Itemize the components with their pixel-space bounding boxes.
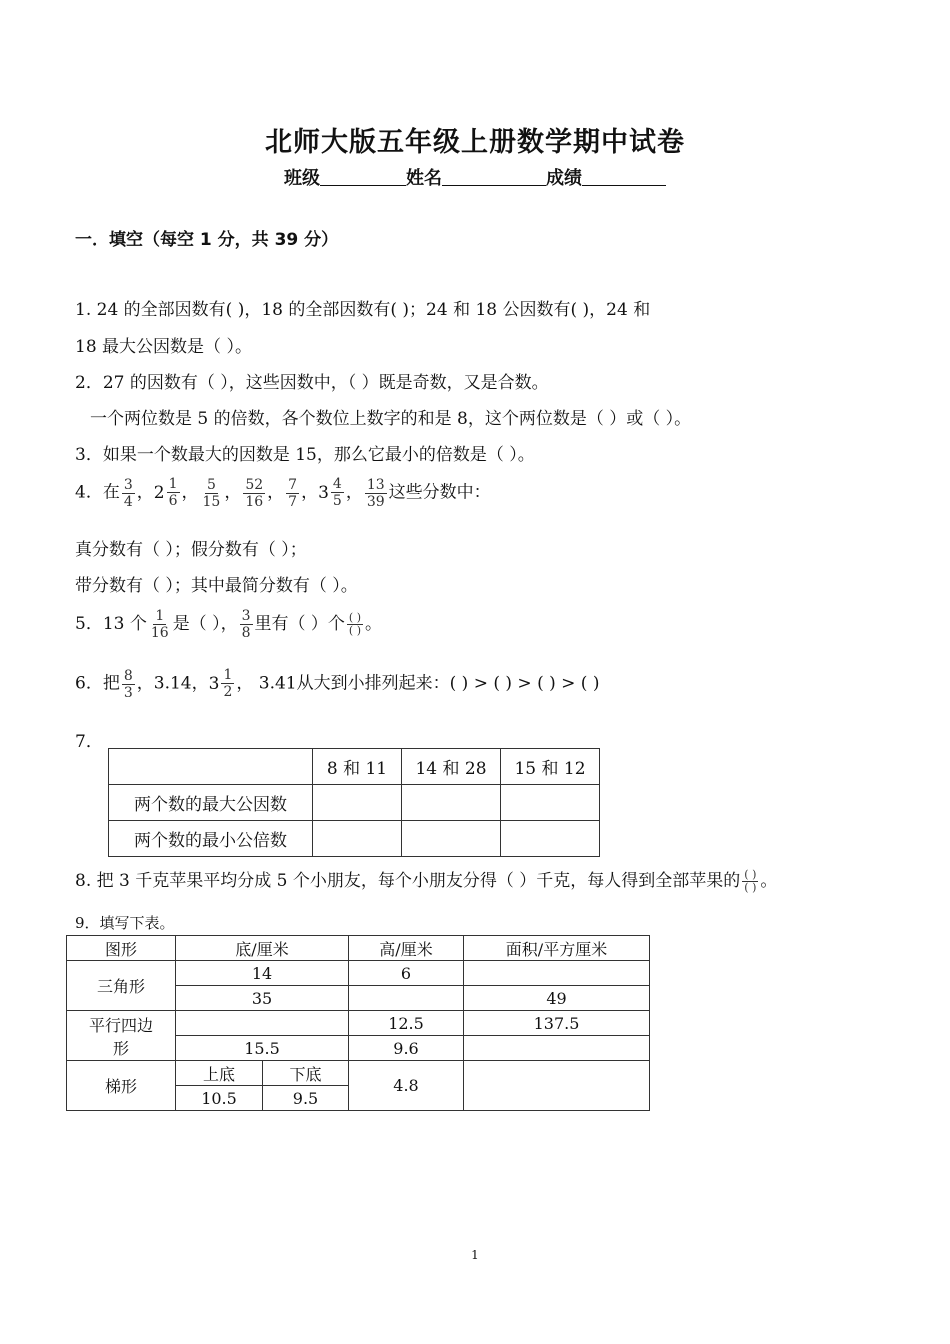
fraction-1-16: $\frac{1}{16}$ xyxy=(150,608,169,641)
answer-cell[interactable] xyxy=(501,785,600,821)
mixed-3-1-2: 3 $\frac{1}{2}$ xyxy=(208,667,233,700)
shape-name-triangle: 三角形 xyxy=(67,961,176,1011)
table-cell: 15.5 xyxy=(176,1036,349,1061)
name-label: 姓名 xyxy=(406,168,442,189)
table-cell: 两个数的最大公因数 xyxy=(109,785,313,821)
question-7-label: 7． xyxy=(75,732,103,752)
student-info-line xyxy=(0,164,950,190)
table-row xyxy=(67,936,650,961)
question-9-label: 9．填写下表。 xyxy=(75,914,175,932)
q4-suffix: 这些分数中： xyxy=(388,482,491,503)
table-cell: 15 和 12 xyxy=(501,749,600,785)
table-cell: 9.6 xyxy=(349,1036,464,1061)
table-cell: 8 和 11 xyxy=(313,749,402,785)
name-blank[interactable] xyxy=(442,167,546,186)
q5-text-a: 5．13 个 xyxy=(75,614,147,634)
q6-text-d: 从大到小排列起来：( ) > ( ) > ( ) > ( ) xyxy=(296,673,600,694)
score-label: 成绩 xyxy=(546,168,582,189)
question-4-line1 xyxy=(75,476,491,510)
blank-fraction[interactable]: $\frac{( )}{( )}$ xyxy=(348,611,362,637)
question-6 xyxy=(75,667,599,701)
answer-cell[interactable] xyxy=(464,1061,650,1111)
table-cell: 上底 xyxy=(176,1061,263,1086)
question-1-line2: 18 最大公因数是（ ）。 xyxy=(75,337,252,357)
q4-prefix: 4．在 xyxy=(75,482,120,503)
q6-text-a: 6．把 xyxy=(75,673,120,694)
separator: ， xyxy=(136,482,154,503)
page-number: 1 xyxy=(471,1248,479,1262)
q7-table xyxy=(108,748,600,857)
fraction-3-8: $\frac{3}{8}$ xyxy=(241,608,251,641)
separator: ， xyxy=(301,482,319,503)
fraction-7-7: $\frac{7}{7}$ xyxy=(288,476,298,510)
table-cell: 6 xyxy=(349,961,464,986)
class-blank[interactable] xyxy=(320,167,406,186)
q6-text-b: ，3.14， xyxy=(136,673,209,694)
q5-text-c: 里有（ ）个 xyxy=(254,614,345,634)
table-row xyxy=(109,785,600,821)
table-cell: 图形 xyxy=(67,936,176,961)
question-2-line2: 一个两位数是 5 的倍数，各个数位上数字的和是 8，这个两位数是（ ）或（ ）。 xyxy=(90,409,692,429)
q5-end: 。 xyxy=(365,614,383,634)
separator: ， xyxy=(181,482,199,503)
answer-cell[interactable] xyxy=(402,821,501,857)
question-8 xyxy=(75,866,777,894)
section-heading: 一．填空（每空 1 分，共 39 分） xyxy=(75,230,339,250)
q6-text-c: ， 3.41 xyxy=(236,673,297,694)
answer-cell[interactable] xyxy=(464,1036,650,1061)
separator: ， xyxy=(224,482,242,503)
fraction-3-4: $\frac{3}{4}$ xyxy=(123,476,133,510)
fraction-5-15: $\frac{5}{15}$ xyxy=(202,476,221,510)
table-cell: 底/厘米 xyxy=(176,936,349,961)
table-cell: 下底 xyxy=(263,1061,349,1086)
q8-end: 。 xyxy=(760,871,778,891)
table-cell: 12.5 xyxy=(349,1011,464,1036)
question-3: 3．如果一个数最大的因数是 15，那么它最小的倍数是（ ）。 xyxy=(75,445,535,465)
answer-cell[interactable] xyxy=(501,821,600,857)
separator: ， xyxy=(267,482,285,503)
class-label: 班级 xyxy=(284,168,320,189)
table-cell: 面积/平方厘米 xyxy=(464,936,650,961)
score-blank[interactable] xyxy=(582,167,666,186)
question-2-line1: 2．27 的因数有（ ），这些因数中，（ ）既是奇数，又是合数。 xyxy=(75,373,549,393)
answer-cell[interactable] xyxy=(176,1011,349,1036)
answer-cell[interactable] xyxy=(313,821,402,857)
table-cell: 35 xyxy=(176,986,349,1011)
answer-cell[interactable] xyxy=(402,785,501,821)
shape-name-parallelogram: 平行四边 形 xyxy=(67,1011,176,1061)
table-cell: 14 xyxy=(176,961,349,986)
table-cell: 两个数的最小公倍数 xyxy=(109,821,313,857)
question-4-line2: 真分数有（ ）；假分数有（ ）； xyxy=(75,540,307,560)
answer-cell[interactable] xyxy=(464,961,650,986)
q5-text-b: 是（ ）， xyxy=(172,614,238,634)
table-cell: 9.5 xyxy=(263,1086,349,1111)
table-cell: 4.8 xyxy=(349,1061,464,1111)
table-row xyxy=(67,1061,650,1086)
q9-table xyxy=(66,935,650,1111)
shape-name-trapezoid: 梯形 xyxy=(67,1061,176,1111)
separator: ， xyxy=(345,482,363,503)
question-4-line3: 带分数有（ ）；其中最简分数有（ ）。 xyxy=(75,576,358,596)
blank-fraction[interactable]: $\frac{( )}{( )}$ xyxy=(744,868,757,894)
answer-cell[interactable] xyxy=(349,986,464,1011)
table-cell: 14 和 28 xyxy=(402,749,501,785)
table-row xyxy=(67,1011,650,1036)
question-1-line1: 1. 24 的全部因数有( )，18 的全部因数有( )；24 和 18 公因数有( )，24 和 xyxy=(75,300,651,320)
table-cell: 137.5 xyxy=(464,1011,650,1036)
fraction-52-16: $\frac{52}{16}$ xyxy=(245,476,264,510)
table-cell: 10.5 xyxy=(176,1086,263,1111)
page-title: 北师大版五年级上册数学期中试卷 xyxy=(265,127,685,158)
fraction-13-39: $\frac{13}{39}$ xyxy=(366,476,385,510)
table-row xyxy=(109,749,600,785)
mixed-3-4-5: 3 $\frac{4}{5}$ xyxy=(318,476,342,509)
table-cell xyxy=(109,749,313,785)
table-cell: 高/厘米 xyxy=(349,936,464,961)
fraction-8-3: $\frac{8}{3}$ xyxy=(123,667,133,701)
q8-text: 8. 把 3 千克苹果平均分成 5 个小朋友，每个小朋友分得（ ）千克，每人得到全部苹果的 xyxy=(75,871,741,891)
question-5 xyxy=(75,608,382,641)
answer-cell[interactable] xyxy=(313,785,402,821)
mixed-2-1-6: 2 $\frac{1}{6}$ xyxy=(153,476,178,509)
table-cell: 49 xyxy=(464,986,650,1011)
table-row xyxy=(109,821,600,857)
table-row xyxy=(67,961,650,986)
